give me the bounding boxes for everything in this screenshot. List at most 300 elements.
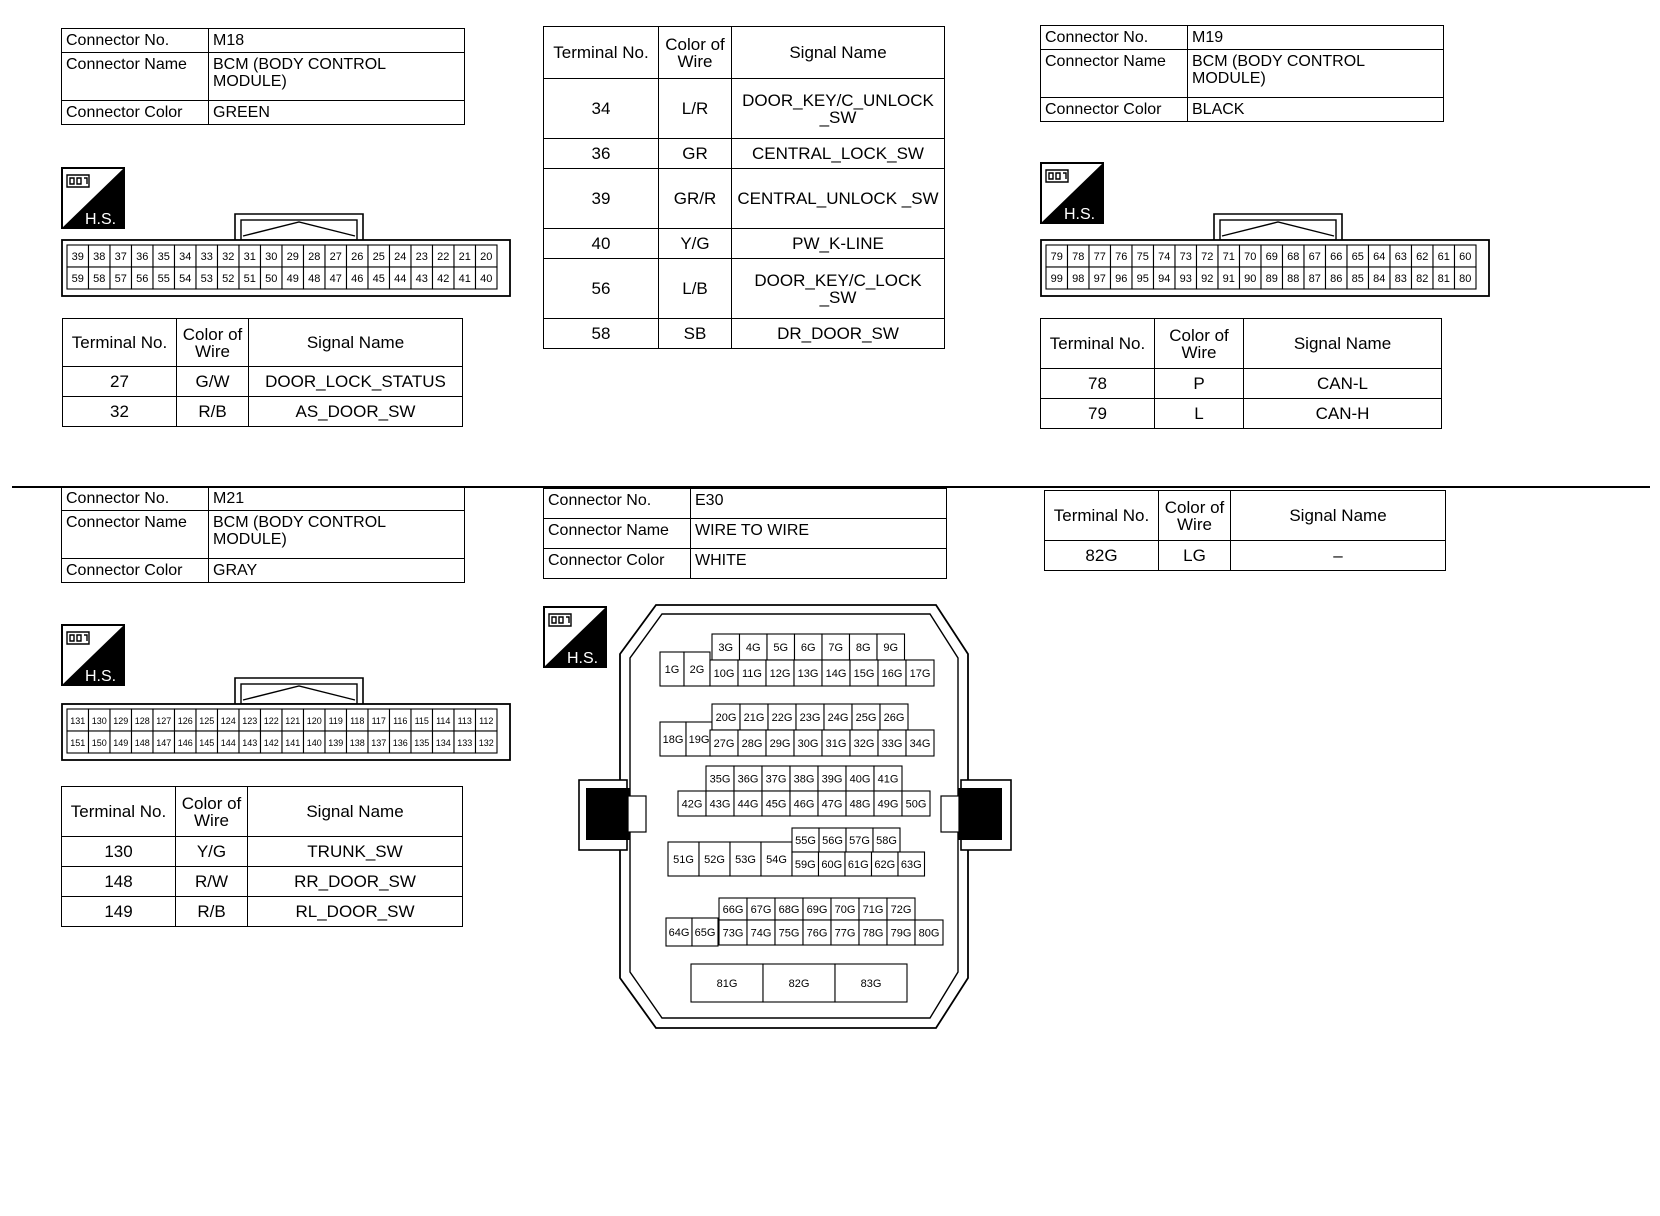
svg-text:119: 119 bbox=[328, 716, 343, 726]
terminal-cavity bbox=[766, 730, 794, 756]
svg-text:144: 144 bbox=[220, 738, 236, 748]
terminal-cavity bbox=[706, 766, 734, 791]
table-row: 58 SB DR_DOOR_SW bbox=[544, 319, 945, 349]
terminal-cavity bbox=[1154, 245, 1176, 267]
signal-name-header: Signal Name bbox=[1231, 491, 1446, 541]
svg-text:67G: 67G bbox=[750, 904, 772, 916]
wire-color-header: Color of Wire bbox=[1155, 319, 1244, 369]
terminal-cavity bbox=[89, 709, 111, 731]
connector-color-label: Connector Color bbox=[62, 101, 209, 125]
connector-name-value: BCM (BODY CONTROL MODULE) bbox=[1188, 50, 1444, 98]
terminal-cavity bbox=[846, 791, 874, 816]
svg-text:63G: 63G bbox=[900, 859, 922, 871]
terminal-cavity bbox=[110, 245, 132, 267]
svg-text:133: 133 bbox=[457, 738, 473, 748]
svg-text:21: 21 bbox=[458, 251, 471, 263]
terminal-cavity bbox=[411, 267, 433, 289]
svg-text:151: 151 bbox=[70, 738, 86, 748]
svg-text:126: 126 bbox=[177, 716, 193, 726]
svg-text:137: 137 bbox=[371, 738, 387, 748]
terminal-cavity bbox=[1369, 245, 1391, 267]
svg-text:77: 77 bbox=[1093, 251, 1106, 263]
svg-text:74G: 74G bbox=[750, 927, 772, 940]
terminal-cavity bbox=[304, 731, 326, 753]
svg-text:3G: 3G bbox=[718, 642, 734, 654]
terminal-cavity bbox=[110, 731, 132, 753]
svg-text:150: 150 bbox=[91, 738, 107, 748]
terminal-cavity bbox=[1390, 267, 1412, 289]
svg-text:18G: 18G bbox=[662, 734, 684, 746]
terminal-cavity bbox=[1175, 245, 1197, 267]
svg-text:29: 29 bbox=[286, 251, 299, 263]
connector-color-label: Connector Color bbox=[62, 559, 209, 583]
svg-text:79G: 79G bbox=[890, 927, 912, 940]
terminal-cavity bbox=[411, 709, 433, 731]
terminal-cavity bbox=[325, 709, 347, 731]
terminal-cavity bbox=[850, 660, 878, 686]
svg-text:124: 124 bbox=[220, 716, 236, 726]
svg-text:1G: 1G bbox=[664, 664, 680, 676]
table-row: 32 R/B AS_DOOR_SW bbox=[63, 397, 463, 427]
svg-text:95: 95 bbox=[1136, 273, 1149, 285]
table-row: 27 G/W DOOR_LOCK_STATUS bbox=[63, 367, 463, 397]
svg-text:118: 118 bbox=[350, 716, 365, 726]
svg-text:70G: 70G bbox=[834, 904, 856, 916]
svg-text:69G: 69G bbox=[806, 904, 828, 916]
svg-text:134: 134 bbox=[435, 738, 451, 748]
svg-text:29G: 29G bbox=[769, 738, 791, 750]
svg-text:52G: 52G bbox=[704, 854, 725, 866]
svg-text:38: 38 bbox=[93, 251, 106, 263]
terminal-no-header: Terminal No. bbox=[63, 319, 177, 367]
svg-text:51: 51 bbox=[243, 273, 256, 285]
svg-text:149: 149 bbox=[113, 738, 129, 748]
svg-text:40G: 40G bbox=[849, 773, 871, 786]
terminal-cavity bbox=[768, 704, 796, 730]
terminal-cavity bbox=[915, 920, 943, 945]
signal-name-header: Signal Name bbox=[248, 787, 463, 837]
svg-text:46G: 46G bbox=[793, 798, 815, 811]
terminal-cavity bbox=[304, 267, 326, 289]
terminal-cavity bbox=[859, 920, 887, 945]
terminal-cavity bbox=[887, 898, 915, 920]
svg-text:14G: 14G bbox=[825, 668, 847, 680]
terminal-cavity bbox=[454, 731, 476, 753]
terminal-cavity bbox=[261, 731, 283, 753]
table-row: 130 Y/G TRUNK_SW bbox=[62, 837, 463, 867]
m18-connector-info bbox=[61, 28, 465, 125]
svg-text:58G: 58G bbox=[876, 835, 897, 847]
svg-text:52: 52 bbox=[222, 273, 235, 285]
terminal-cavity bbox=[218, 709, 240, 731]
terminal-cavity bbox=[660, 652, 684, 686]
connector-name-value: WIRE TO WIRE bbox=[691, 519, 947, 549]
svg-text:20G: 20G bbox=[715, 712, 737, 724]
svg-text:62: 62 bbox=[1416, 251, 1429, 263]
svg-text:67: 67 bbox=[1308, 251, 1321, 263]
terminal-cavity bbox=[1455, 267, 1477, 289]
terminal-cavity bbox=[153, 245, 175, 267]
terminal-cavity bbox=[368, 267, 390, 289]
svg-text:132: 132 bbox=[478, 738, 494, 748]
svg-text:122: 122 bbox=[263, 716, 279, 726]
terminal-cavity bbox=[325, 245, 347, 267]
svg-text:98: 98 bbox=[1072, 273, 1085, 285]
svg-text:64G: 64G bbox=[668, 927, 690, 939]
terminal-cavity bbox=[1433, 267, 1455, 289]
svg-text:139: 139 bbox=[328, 738, 344, 748]
svg-text:93: 93 bbox=[1179, 273, 1192, 285]
svg-text:121: 121 bbox=[285, 716, 301, 726]
connector-no-label: Connector No. bbox=[62, 29, 209, 53]
terminal-cavity bbox=[686, 722, 712, 756]
terminal-cavity bbox=[239, 731, 261, 753]
terminal-cavity bbox=[196, 267, 218, 289]
svg-text:54G: 54G bbox=[766, 854, 787, 866]
connector-no-value: M18 bbox=[209, 29, 465, 53]
svg-text:145: 145 bbox=[199, 738, 215, 748]
terminal-cavity bbox=[175, 709, 197, 731]
svg-text:28: 28 bbox=[308, 251, 321, 263]
svg-text:148: 148 bbox=[134, 738, 150, 748]
svg-text:31G: 31G bbox=[825, 738, 847, 750]
connector-name-value: BCM (BODY CONTROL MODULE) bbox=[209, 53, 465, 101]
terminal-cavity bbox=[1455, 245, 1477, 267]
svg-text:68: 68 bbox=[1287, 251, 1300, 263]
terminal-cavity bbox=[454, 245, 476, 267]
svg-text:83: 83 bbox=[1394, 273, 1407, 285]
e30-connector-face bbox=[576, 604, 1016, 1039]
svg-text:66: 66 bbox=[1330, 251, 1343, 263]
terminal-cavity bbox=[850, 634, 878, 660]
connector-no-value: E30 bbox=[691, 489, 947, 519]
m21-connector-face bbox=[61, 676, 513, 771]
svg-text:44: 44 bbox=[394, 273, 407, 285]
svg-text:41: 41 bbox=[458, 273, 471, 285]
svg-text:125: 125 bbox=[199, 716, 215, 726]
table-row: 39 GR/R CENTRAL_UNLOCK _SW bbox=[544, 169, 945, 229]
table-row: 82G LG – bbox=[1045, 541, 1446, 571]
svg-text:33: 33 bbox=[200, 251, 213, 263]
terminal-cavity bbox=[1240, 245, 1262, 267]
svg-text:8G: 8G bbox=[855, 642, 871, 654]
svg-text:77G: 77G bbox=[834, 927, 856, 940]
signal-name-header: Signal Name bbox=[732, 27, 945, 79]
svg-text:62G: 62G bbox=[874, 859, 896, 871]
svg-text:45: 45 bbox=[372, 273, 385, 285]
terminal-cavity bbox=[1433, 245, 1455, 267]
svg-text:73G: 73G bbox=[722, 927, 744, 940]
terminal-cavity bbox=[1261, 245, 1283, 267]
terminal-cavity bbox=[390, 731, 412, 753]
terminal-cavity bbox=[476, 731, 498, 753]
svg-text:47G: 47G bbox=[821, 798, 843, 811]
svg-text:60: 60 bbox=[1459, 251, 1472, 263]
m21-connector-info bbox=[61, 486, 465, 583]
terminal-cavity bbox=[110, 267, 132, 289]
terminal-cavity bbox=[411, 245, 433, 267]
terminal-cavity bbox=[67, 245, 89, 267]
terminal-cavity bbox=[347, 709, 369, 731]
svg-text:80: 80 bbox=[1459, 273, 1472, 285]
terminal-cavity bbox=[153, 731, 175, 753]
e30-connector-info bbox=[543, 488, 947, 579]
terminal-cavity bbox=[878, 730, 906, 756]
svg-text:147: 147 bbox=[156, 738, 172, 748]
terminal-cavity bbox=[390, 267, 412, 289]
m19-terminal-table bbox=[1040, 318, 1442, 429]
terminal-cavity bbox=[1197, 245, 1219, 267]
svg-text:80G: 80G bbox=[918, 927, 940, 940]
terminal-cavity bbox=[89, 267, 111, 289]
svg-text:54: 54 bbox=[179, 273, 192, 285]
terminal-cavity bbox=[660, 722, 686, 756]
terminal-cavity bbox=[767, 634, 795, 660]
terminal-cavity bbox=[775, 920, 803, 945]
svg-text:129: 129 bbox=[113, 716, 129, 726]
svg-text:79: 79 bbox=[1050, 251, 1063, 263]
terminal-cavity bbox=[1046, 245, 1068, 267]
terminal-cavity bbox=[747, 898, 775, 920]
svg-text:57G: 57G bbox=[849, 835, 870, 847]
svg-text:35G: 35G bbox=[709, 773, 731, 786]
terminal-cavity bbox=[347, 267, 369, 289]
terminal-cavity bbox=[239, 709, 261, 731]
svg-text:41G: 41G bbox=[877, 773, 899, 786]
svg-text:114: 114 bbox=[436, 716, 451, 726]
terminal-cavity bbox=[835, 964, 907, 1002]
terminal-cavity bbox=[1347, 267, 1369, 289]
terminal-cavity bbox=[1412, 267, 1434, 289]
wire-color-header: Color of Wire bbox=[659, 27, 732, 79]
svg-text:12G: 12G bbox=[769, 668, 791, 680]
svg-text:7G: 7G bbox=[828, 642, 844, 654]
svg-text:142: 142 bbox=[263, 738, 279, 748]
svg-text:127: 127 bbox=[156, 716, 172, 726]
terminal-cavity bbox=[1283, 245, 1305, 267]
svg-text:40: 40 bbox=[480, 273, 493, 285]
svg-text:51G: 51G bbox=[673, 854, 694, 866]
svg-text:90: 90 bbox=[1244, 273, 1257, 285]
svg-text:59G: 59G bbox=[794, 859, 816, 871]
terminal-cavity bbox=[1261, 267, 1283, 289]
terminal-cavity bbox=[819, 828, 846, 852]
terminal-cavity bbox=[218, 731, 240, 753]
svg-text:60G: 60G bbox=[821, 859, 843, 871]
terminal-cavity bbox=[261, 267, 283, 289]
terminal-cavity bbox=[390, 245, 412, 267]
table-row: 40 Y/G PW_K-LINE bbox=[544, 229, 945, 259]
connector-color-value: WHITE bbox=[691, 549, 947, 579]
terminal-cavity bbox=[1197, 267, 1219, 289]
terminal-cavity bbox=[710, 730, 738, 756]
svg-text:56G: 56G bbox=[822, 835, 843, 847]
terminal-cavity bbox=[852, 704, 880, 730]
svg-text:140: 140 bbox=[306, 738, 322, 748]
terminal-cavity bbox=[878, 660, 906, 686]
svg-text:2G: 2G bbox=[689, 664, 705, 676]
svg-text:135: 135 bbox=[414, 738, 430, 748]
svg-text:128: 128 bbox=[134, 716, 150, 726]
terminal-cavity bbox=[666, 918, 692, 946]
terminal-cavity bbox=[347, 245, 369, 267]
terminal-cavity bbox=[831, 898, 859, 920]
svg-text:34G: 34G bbox=[909, 738, 931, 750]
svg-text:10G: 10G bbox=[713, 668, 735, 680]
terminal-cavity bbox=[110, 709, 132, 731]
svg-text:68G: 68G bbox=[778, 904, 800, 916]
terminal-cavity bbox=[175, 245, 197, 267]
terminal-cavity bbox=[877, 634, 905, 660]
terminal-cavity bbox=[822, 634, 850, 660]
terminal-cavity bbox=[132, 245, 154, 267]
terminal-cavity bbox=[1046, 267, 1068, 289]
svg-text:32: 32 bbox=[222, 251, 235, 263]
terminal-cavity bbox=[476, 709, 498, 731]
terminal-cavity bbox=[692, 918, 718, 946]
terminal-cavity bbox=[819, 852, 846, 876]
terminal-cavity bbox=[282, 267, 304, 289]
terminal-cavity bbox=[818, 766, 846, 791]
svg-text:64: 64 bbox=[1373, 251, 1386, 263]
terminal-cavity bbox=[454, 267, 476, 289]
svg-text:43G: 43G bbox=[709, 798, 731, 811]
terminal-cavity bbox=[132, 267, 154, 289]
terminal-cavity bbox=[747, 920, 775, 945]
connector-name-label: Connector Name bbox=[62, 511, 209, 559]
terminal-cavity bbox=[850, 730, 878, 756]
svg-text:22: 22 bbox=[437, 251, 450, 263]
connector-name-label: Connector Name bbox=[1041, 50, 1188, 98]
terminal-cavity bbox=[282, 731, 304, 753]
terminal-cavity bbox=[1240, 267, 1262, 289]
svg-text:39G: 39G bbox=[821, 773, 843, 786]
terminal-cavity bbox=[1111, 245, 1133, 267]
connector-name-label: Connector Name bbox=[62, 53, 209, 101]
terminal-no-header: Terminal No. bbox=[1045, 491, 1159, 541]
svg-text:86: 86 bbox=[1330, 273, 1343, 285]
terminal-cavity bbox=[874, 791, 902, 816]
terminal-cavity bbox=[766, 660, 794, 686]
terminal-cavity bbox=[261, 709, 283, 731]
svg-text:30: 30 bbox=[265, 251, 278, 263]
svg-text:32G: 32G bbox=[853, 738, 875, 750]
terminal-cavity bbox=[738, 730, 766, 756]
terminal-cavity bbox=[67, 267, 89, 289]
svg-text:141: 141 bbox=[285, 738, 301, 748]
svg-text:23: 23 bbox=[415, 251, 428, 263]
svg-text:78: 78 bbox=[1072, 251, 1085, 263]
terminal-cavity bbox=[873, 828, 900, 852]
svg-text:38G: 38G bbox=[793, 773, 815, 786]
svg-text:23G: 23G bbox=[799, 712, 821, 724]
svg-text:138: 138 bbox=[349, 738, 365, 748]
terminal-cavity bbox=[1347, 245, 1369, 267]
terminal-cavity bbox=[796, 704, 824, 730]
wire-color-header: Color of Wire bbox=[1159, 491, 1231, 541]
terminal-cavity bbox=[775, 898, 803, 920]
svg-text:37: 37 bbox=[114, 251, 127, 263]
table-row: 78 P CAN-L bbox=[1041, 369, 1442, 399]
table-row: 79 L CAN-H bbox=[1041, 399, 1442, 429]
svg-text:24G: 24G bbox=[827, 712, 849, 724]
terminal-cavity bbox=[196, 731, 218, 753]
terminal-cavity bbox=[282, 245, 304, 267]
terminal-cavity bbox=[1132, 267, 1154, 289]
svg-text:130: 130 bbox=[91, 716, 107, 726]
terminal-cavity bbox=[803, 898, 831, 920]
terminal-cavity bbox=[691, 964, 763, 1002]
svg-text:16G: 16G bbox=[881, 668, 903, 680]
m19-connector-info bbox=[1040, 25, 1444, 122]
terminal-cavity bbox=[740, 704, 768, 730]
svg-text:17G: 17G bbox=[909, 668, 931, 680]
connector-no-label: Connector No. bbox=[62, 487, 209, 511]
terminal-cavity bbox=[818, 791, 846, 816]
terminal-no-header: Terminal No. bbox=[62, 787, 176, 837]
terminal-cavity bbox=[153, 267, 175, 289]
svg-text:55: 55 bbox=[157, 273, 170, 285]
connector-name-label: Connector Name bbox=[544, 519, 691, 549]
wire-color-header: Color of Wire bbox=[176, 787, 248, 837]
terminal-cavity bbox=[902, 791, 930, 816]
svg-text:4G: 4G bbox=[745, 642, 761, 654]
svg-text:81: 81 bbox=[1437, 273, 1450, 285]
terminal-cavity bbox=[390, 709, 412, 731]
terminal-cavity bbox=[880, 704, 908, 730]
svg-text:57: 57 bbox=[114, 273, 127, 285]
terminal-cavity bbox=[1304, 267, 1326, 289]
terminal-cavity bbox=[454, 709, 476, 731]
terminal-cavity bbox=[846, 766, 874, 791]
terminal-cavity bbox=[347, 731, 369, 753]
connector-color-label: Connector Color bbox=[1041, 98, 1188, 122]
terminal-cavity bbox=[762, 791, 790, 816]
terminal-cavity bbox=[433, 267, 455, 289]
terminal-cavity bbox=[175, 267, 197, 289]
terminal-cavity bbox=[89, 731, 111, 753]
terminal-cavity bbox=[887, 920, 915, 945]
svg-text:61: 61 bbox=[1437, 251, 1450, 263]
svg-text:83G: 83G bbox=[860, 978, 882, 990]
svg-text:69: 69 bbox=[1265, 251, 1278, 263]
connector-color-value: GRAY bbox=[209, 559, 465, 583]
svg-text:56: 56 bbox=[136, 273, 149, 285]
terminal-cavity bbox=[684, 652, 710, 686]
svg-text:48: 48 bbox=[308, 273, 321, 285]
svg-text:75: 75 bbox=[1136, 251, 1149, 263]
svg-text:39: 39 bbox=[71, 251, 84, 263]
terminal-cavity bbox=[845, 852, 872, 876]
svg-text:99: 99 bbox=[1050, 273, 1063, 285]
terminal-cavity bbox=[1068, 267, 1090, 289]
table-row: 148 R/W RR_DOOR_SW bbox=[62, 867, 463, 897]
terminal-cavity bbox=[67, 709, 89, 731]
terminal-cavity bbox=[196, 709, 218, 731]
table-row: 36 GR CENTRAL_LOCK_SW bbox=[544, 139, 945, 169]
svg-text:120: 120 bbox=[306, 716, 322, 726]
svg-text:117: 117 bbox=[371, 716, 386, 726]
terminal-cavity bbox=[1304, 245, 1326, 267]
table-row: 149 R/B RL_DOOR_SW bbox=[62, 897, 463, 927]
terminal-cavity bbox=[795, 634, 823, 660]
terminal-cavity bbox=[730, 842, 761, 876]
terminal-cavity bbox=[712, 634, 740, 660]
terminal-cavity bbox=[411, 731, 433, 753]
svg-text:131: 131 bbox=[70, 716, 86, 726]
connector-color-value: GREEN bbox=[209, 101, 465, 125]
terminal-cavity bbox=[803, 920, 831, 945]
